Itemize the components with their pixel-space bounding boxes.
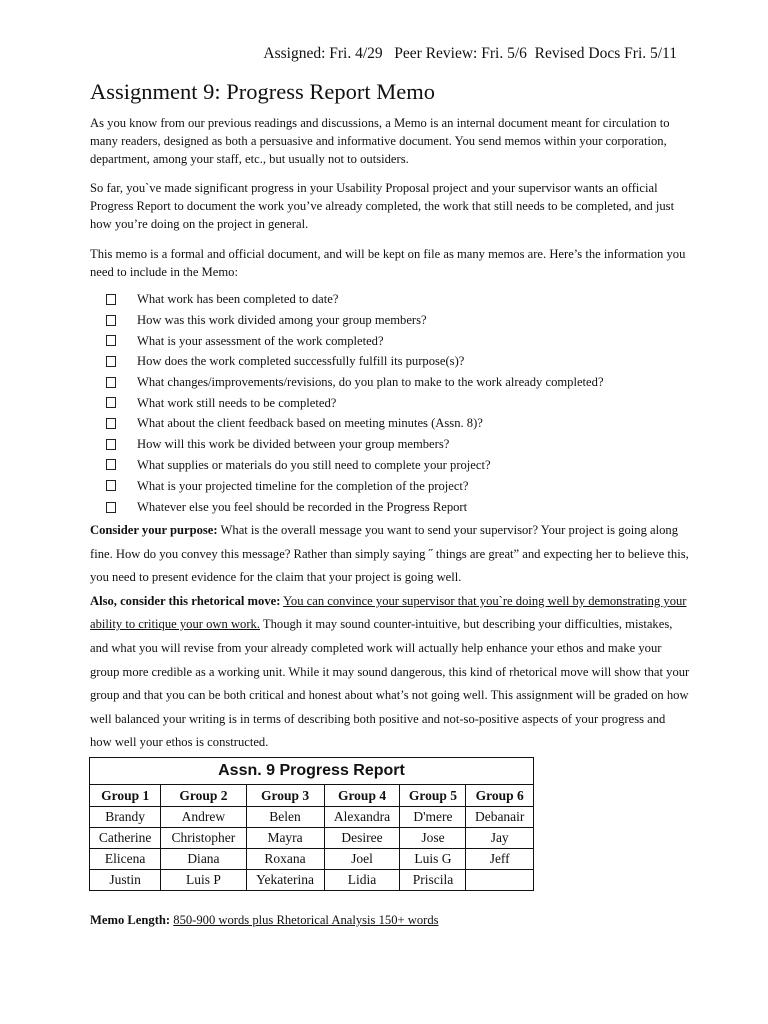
table-row [90, 828, 534, 849]
checkbox-icon [106, 335, 116, 346]
progress-paragraph: So far, youˋve made significant progress in your Usability Proposal project and your supervisor wants an official Progress Report to document the work you’ve already completed, the work that still needs to be completed, and just how you’re doing on the project in general. [90, 181, 675, 231]
rhetorical-underlined-text: You can convince your supervisor that youˋre doing well by demonstrating your ability to critique your own work. [90, 593, 687, 632]
purpose-section [90, 519, 690, 755]
group-table [89, 757, 534, 891]
table-caption: Assn. 9 Progress Report [90, 758, 534, 785]
table-cell: Jose [400, 828, 466, 849]
checkbox-icon [106, 480, 116, 491]
table-cell: Priscila [400, 870, 466, 891]
page-title: Assignment 9: Progress Report Memo [90, 79, 435, 104]
table-cell: Diana [161, 849, 246, 870]
memo-length-label: Memo Length: [90, 913, 171, 927]
column-header: Group 6 [466, 785, 534, 807]
memo-length-value: 850-900 words plus Rhetorical Analysis 150+ words [173, 913, 439, 927]
list-item [106, 330, 604, 351]
table-cell: Luis G [400, 849, 466, 870]
table-cell: Yekaterina [246, 870, 324, 891]
table-cell: Mayra [246, 828, 324, 849]
rhetorical-text: Though it may sound counter-intuitive, but describing your difficulties, mistakes, and what you will revise from your already completed work will actually help enhance your ethos and make your group more credible as a working unit. While it may sound dangerous, this kind of rhetorical move will show that your group and that you can be both critical and honest about what’s not going well. This assignment will be graded on how well balanced your writing is in terms of describing both positive and not-so-positive aspects of your progress and how well your ethos is constructed. [90, 617, 690, 750]
list-item-text: What is your assessment of the work completed? [137, 333, 384, 348]
table-header-row [90, 785, 534, 807]
table-cell: Justin [90, 870, 161, 891]
list-item [106, 475, 604, 496]
rhetorical-label: Also, consider this rhetorical move: [90, 593, 281, 608]
memo-length [90, 913, 439, 928]
checkbox-icon [106, 397, 116, 408]
table-cell: Debanair [466, 807, 534, 828]
table-cell: D'mere [400, 807, 466, 828]
checkbox-icon [106, 418, 116, 429]
table-cell: Joel [324, 849, 400, 870]
list-item [106, 455, 604, 476]
list-item-text: Whatever else you feel should be recorded in the Progress Report [137, 500, 468, 515]
list-item [106, 434, 604, 455]
table-cell: Catherine [90, 828, 161, 849]
list-item-text: What changes/improvements/revisions, do you plan to make to the work already completed? [137, 375, 604, 390]
table-cell: Jeff [466, 849, 534, 870]
checkbox-icon [106, 294, 116, 305]
checkbox-icon [106, 377, 116, 388]
memo-checklist [106, 289, 604, 518]
table-row [90, 870, 534, 891]
table-cell: Brandy [90, 807, 161, 828]
table-cell: Belen [246, 807, 324, 828]
table-cell: Desiree [324, 828, 400, 849]
assignment-dates: Assigned: Fri. 4/29 Peer Review: Fri. 5/6 Revised Docs Fri. 5/11 [263, 45, 677, 62]
table-row [90, 849, 534, 870]
table-cell: Roxana [246, 849, 324, 870]
list-item-text: What work still needs to be completed? [137, 395, 337, 410]
table-row [90, 807, 534, 828]
table-cell: Christopher [161, 828, 246, 849]
checkbox-icon [106, 459, 116, 470]
checkbox-icon [106, 502, 116, 513]
list-item-text: What about the client feedback based on meeting minutes (Assn. 8)? [137, 416, 483, 431]
table-cell: Andrew [161, 807, 246, 828]
list-item-text: What work has been completed to date? [137, 292, 339, 307]
group-table-container [89, 757, 534, 891]
column-header: Group 1 [90, 785, 161, 807]
table-cell: Luis P [161, 870, 246, 891]
purpose-text: What is the overall message you want to send your supervisor? Your project is going along fine. How do you convey this message? Rather than simply saying ˝ things are great” and expecting her to believe this, you need to present evidence for the claim that your project is going well. [90, 523, 689, 585]
list-item [106, 413, 604, 434]
column-header: Group 5 [400, 785, 466, 807]
list-item-text: How was this work divided among your group members? [137, 313, 427, 328]
list-item [106, 351, 604, 372]
memo-info-paragraph: This memo is a formal and official document, and will be kept on file as many memos are. Here’s the information you need to include in the Memo: [90, 247, 686, 279]
list-item [106, 289, 604, 310]
column-header: Group 3 [246, 785, 324, 807]
list-item-text: What supplies or materials do you still need to complete your project? [137, 457, 491, 472]
column-header: Group 4 [324, 785, 400, 807]
list-item-text: How will this work be divided between your group members? [137, 437, 450, 452]
purpose-label: Consider your purpose: [90, 523, 218, 537]
list-item-text: What is your projected timeline for the completion of the project? [137, 478, 469, 493]
list-item [106, 310, 604, 331]
table-cell: Lidia [324, 870, 400, 891]
list-item [106, 372, 604, 393]
list-item [106, 497, 604, 518]
list-item [106, 392, 604, 413]
column-header: Group 2 [161, 785, 246, 807]
intro-paragraph: As you know from our previous readings and discussions, a Memo is an internal document meant for circulation to many readers, designed as both a persuasive and informative document. You send memos within your corporation, department, among your staff, etc., but usually not to outsiders. [90, 116, 670, 166]
checkbox-icon [106, 439, 116, 450]
table-cell [466, 870, 534, 891]
list-item-text: How does the work completed successfully fulfill its purpose(s)? [137, 354, 465, 369]
table-cell: Jay [466, 828, 534, 849]
checkbox-icon [106, 356, 116, 367]
checkbox-icon [106, 315, 116, 326]
table-cell: Alexandra [324, 807, 400, 828]
table-cell: Elicena [90, 849, 161, 870]
